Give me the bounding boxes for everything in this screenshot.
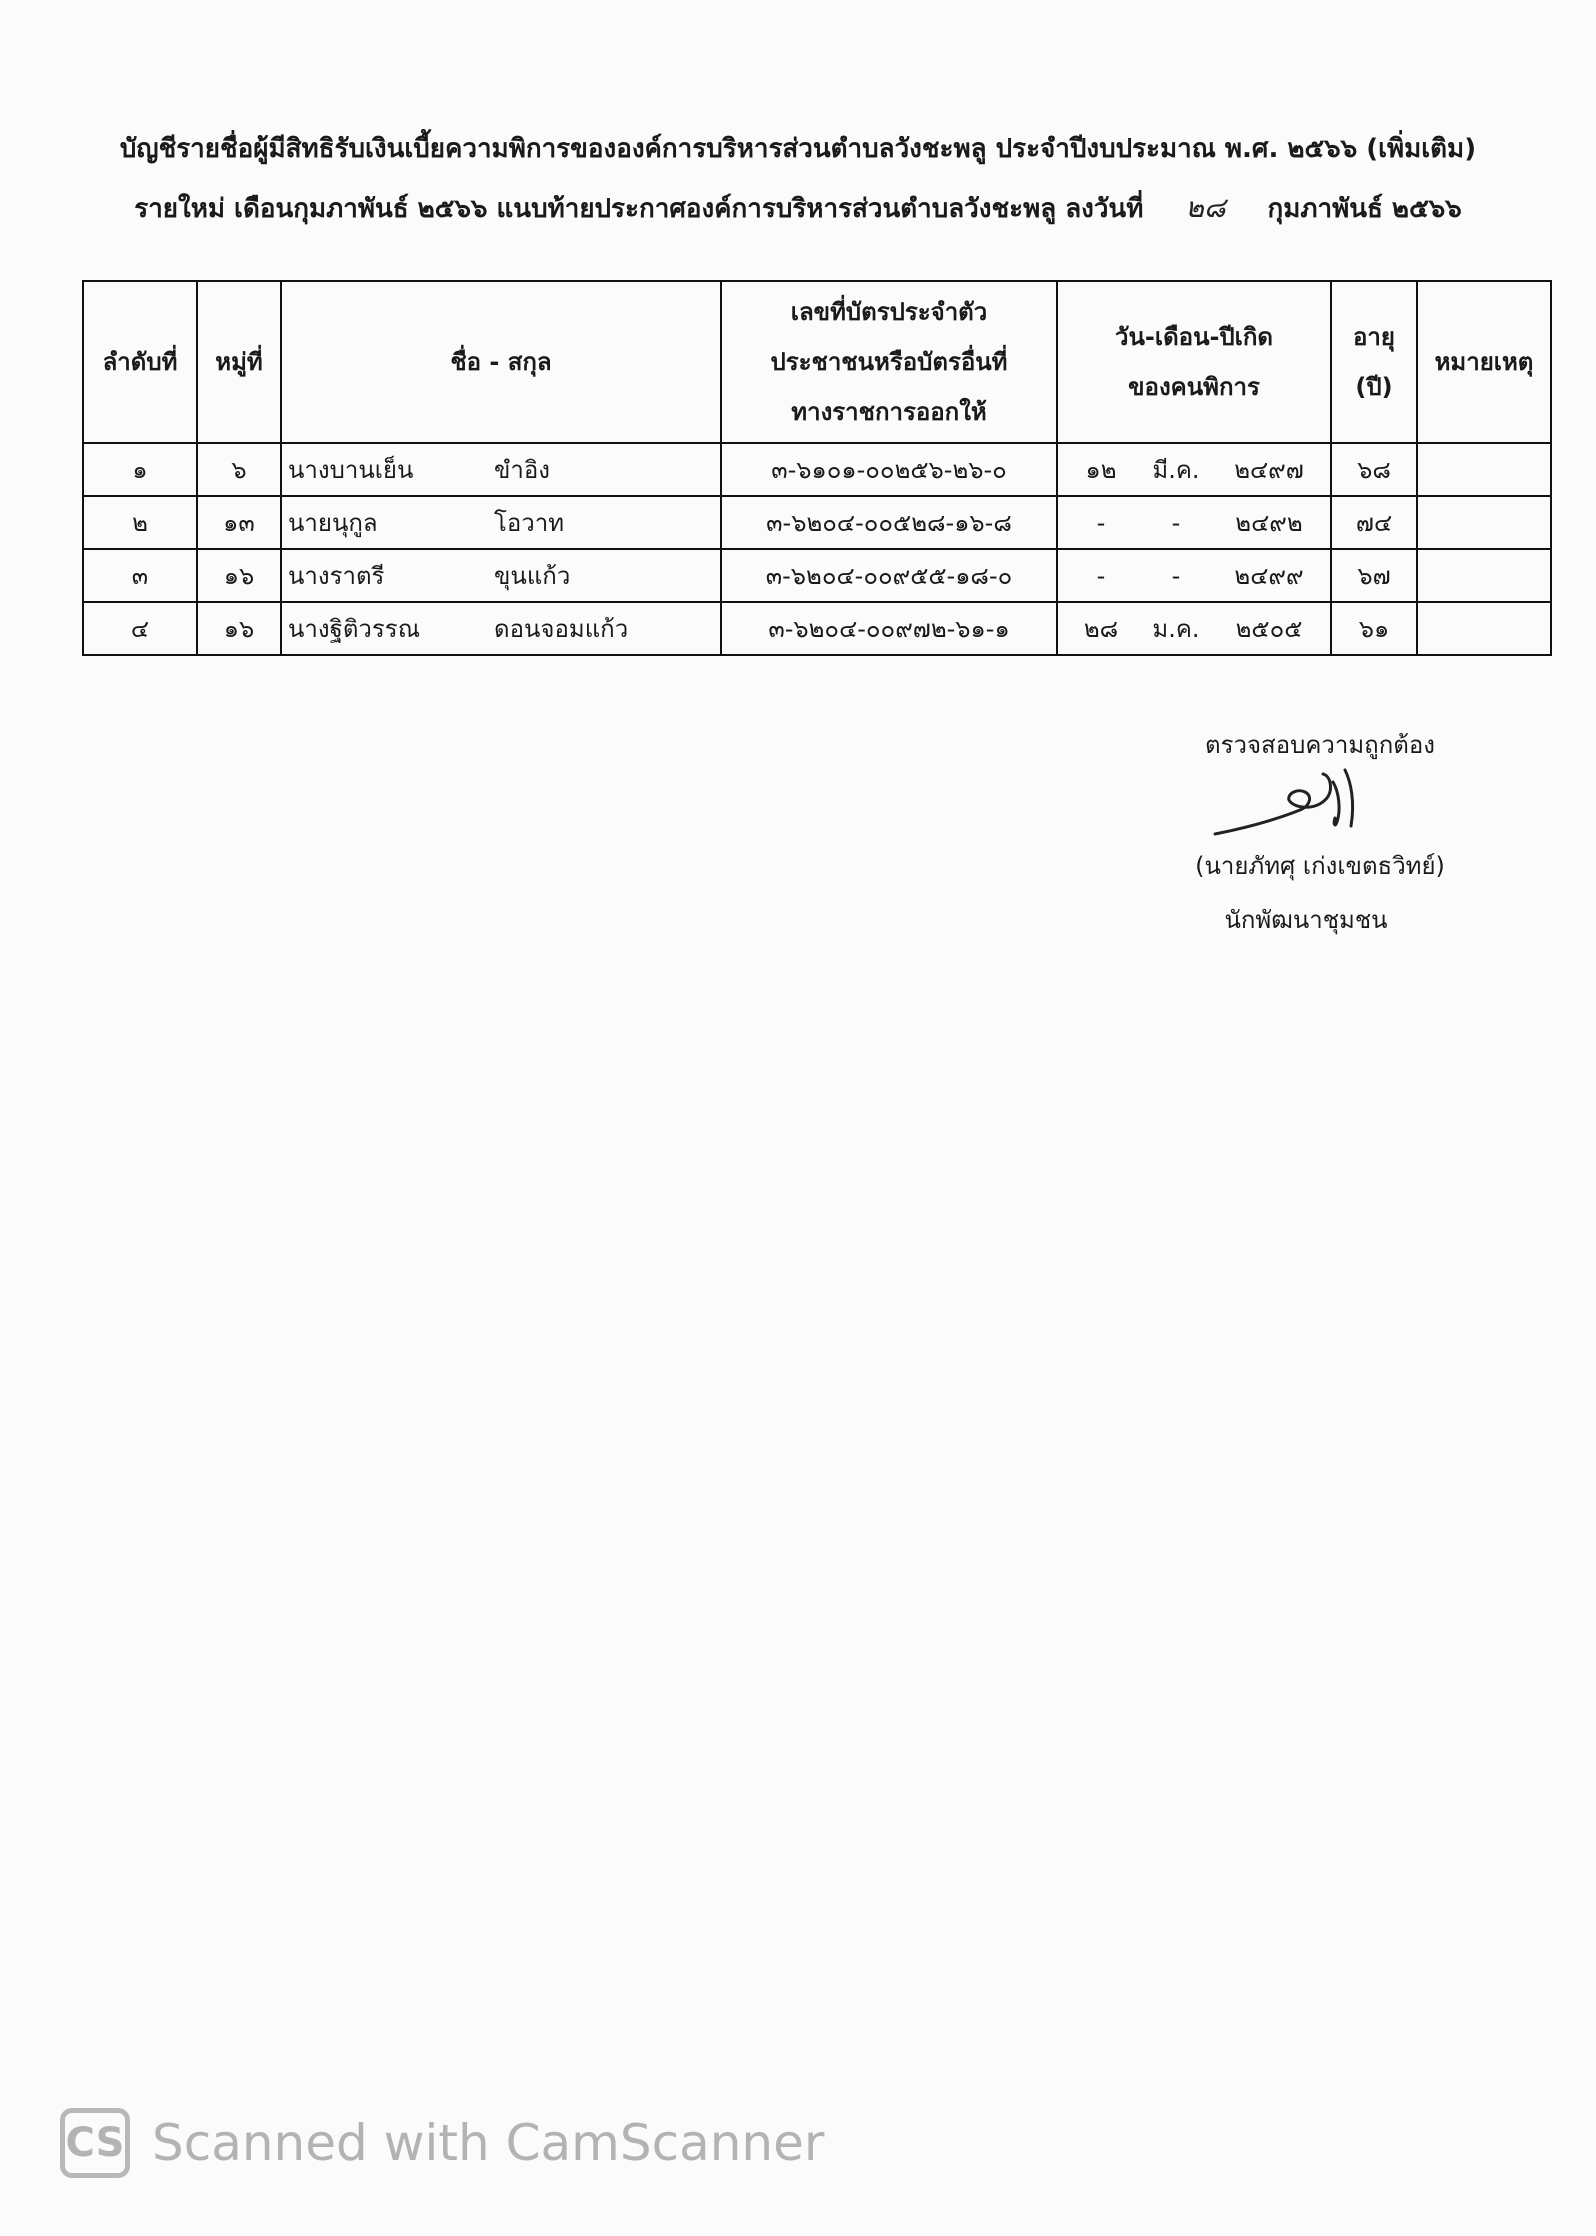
dob-month: - bbox=[1171, 509, 1181, 537]
watermark-text: Scanned with CamScanner bbox=[152, 2114, 825, 2172]
header-age-line1: อายุ bbox=[1353, 323, 1395, 351]
cell-order: ๓ bbox=[83, 549, 197, 602]
last-name: ขำอิง bbox=[494, 456, 551, 484]
header-order: ลำดับที่ bbox=[83, 281, 197, 443]
cell-dob bbox=[1057, 443, 1331, 496]
document-title-line2 bbox=[0, 186, 1596, 230]
cell-id-number: ๓-๖๒๐๔-๐๐๙๗๒-๖๑-๑ bbox=[721, 602, 1057, 655]
verify-label: ตรวจสอบความถูกต้อง bbox=[1205, 731, 1435, 759]
dob-year: ๒๔๙๗ bbox=[1234, 456, 1304, 484]
signer-name: (นายภัทศุ เก่งเขตธวิทย์) bbox=[1195, 852, 1445, 880]
cell-age: ๖๗ bbox=[1331, 549, 1417, 602]
signer-position: นักพัฒนาชุมชน bbox=[1224, 906, 1388, 934]
header-id bbox=[721, 281, 1057, 443]
dob-year: ๒๔๙๙ bbox=[1234, 562, 1304, 590]
cell-id-number: ๓-๖๒๐๔-๐๐๕๒๘-๑๖-๘ bbox=[721, 496, 1057, 549]
dob-month: มี.ค. bbox=[1152, 456, 1200, 484]
dob-day: - bbox=[1096, 562, 1106, 590]
cell-village: ๑๖ bbox=[197, 602, 281, 655]
table-header-row bbox=[83, 281, 1551, 443]
header-id-line2: ประชาชนหรือบัตรอื่นที่ bbox=[770, 348, 1008, 376]
header-id-line3: ทางราชการออกให้ bbox=[791, 398, 987, 426]
dob-day: ๒๘ bbox=[1083, 615, 1119, 643]
table-row bbox=[83, 549, 1551, 602]
cell-village: ๑๖ bbox=[197, 549, 281, 602]
table-row bbox=[83, 602, 1551, 655]
header-dob-line1: วัน-เดือน-ปีเกิด bbox=[1115, 323, 1273, 351]
cell-name bbox=[281, 549, 721, 602]
cell-remark bbox=[1417, 549, 1551, 602]
cell-id-number: ๓-๖๒๐๔-๐๐๙๕๕-๑๘-๐ bbox=[721, 549, 1057, 602]
cell-village: ๖ bbox=[197, 443, 281, 496]
header-age bbox=[1331, 281, 1417, 443]
cell-name bbox=[281, 496, 721, 549]
cell-dob bbox=[1057, 549, 1331, 602]
dob-month: - bbox=[1171, 562, 1181, 590]
first-name: นางราตรี bbox=[288, 562, 385, 590]
dob-year: ๒๔๙๒ bbox=[1235, 509, 1303, 537]
document-title-line1: บัญชีรายชื่อผู้มีสิทธิรับเงินเบี้ยความพิการขององค์การบริหารส่วนตำบลวังชะพลู ประจำปีงบประมาณ พ.ศ. ๒๕๖๖ (เพิ่มเติม) bbox=[119, 134, 1477, 164]
last-name: ดอนจอมแก้ว bbox=[494, 615, 629, 643]
header-name: ชื่อ - สกุล bbox=[281, 281, 721, 443]
beneficiary-table bbox=[82, 280, 1552, 656]
handwritten-day: ๒๘ bbox=[1185, 191, 1226, 224]
cell-remark bbox=[1417, 496, 1551, 549]
cell-name bbox=[281, 443, 721, 496]
header-dob-line2: ของคนพิการ bbox=[1128, 373, 1260, 401]
dob-month: ม.ค. bbox=[1152, 615, 1200, 643]
header-village: หมู่ที่ bbox=[197, 281, 281, 443]
cell-age: ๖๑ bbox=[1331, 602, 1417, 655]
camscanner-watermark bbox=[60, 2108, 824, 2178]
dob-day: ๑๒ bbox=[1085, 456, 1117, 484]
cell-name bbox=[281, 602, 721, 655]
table-row bbox=[83, 496, 1551, 549]
first-name: นางฐิติวรรณ bbox=[288, 615, 420, 643]
cell-order: ๑ bbox=[83, 443, 197, 496]
camscanner-logo-icon: CS bbox=[60, 2108, 130, 2178]
cell-dob bbox=[1057, 496, 1331, 549]
cell-village: ๑๓ bbox=[197, 496, 281, 549]
dob-year: ๒๕๐๕ bbox=[1235, 615, 1303, 643]
cell-dob bbox=[1057, 602, 1331, 655]
header-age-line2: (ปี) bbox=[1355, 373, 1393, 401]
first-name: นายนุกูล bbox=[288, 509, 378, 537]
handwritten-signature bbox=[1205, 762, 1385, 842]
cell-remark bbox=[1417, 443, 1551, 496]
title-line2-before: รายใหม่ เดือนกุมภาพันธ์ ๒๕๖๖ แนบท้ายประกาศองค์การบริหารส่วนตำบลวังชะพลู ลงวันที่ bbox=[134, 194, 1144, 224]
dob-day: - bbox=[1096, 509, 1106, 537]
last-name: โอวาท bbox=[494, 509, 565, 537]
last-name: ขุนแก้ว bbox=[494, 562, 571, 590]
cell-remark bbox=[1417, 602, 1551, 655]
cell-age: ๗๔ bbox=[1331, 496, 1417, 549]
cell-order: ๔ bbox=[83, 602, 197, 655]
title-line2-after: กุมภาพันธ์ ๒๕๖๖ bbox=[1267, 194, 1462, 224]
header-remark: หมายเหตุ bbox=[1417, 281, 1551, 443]
cell-order: ๒ bbox=[83, 496, 197, 549]
cell-id-number: ๓-๖๑๐๑-๐๐๒๕๖-๒๖-๐ bbox=[721, 443, 1057, 496]
table-row bbox=[83, 443, 1551, 496]
header-id-line1: เลขที่บัตรประจำตัว bbox=[790, 298, 988, 326]
header-dob bbox=[1057, 281, 1331, 443]
cell-age: ๖๘ bbox=[1331, 443, 1417, 496]
first-name: นางบานเย็น bbox=[288, 456, 414, 484]
